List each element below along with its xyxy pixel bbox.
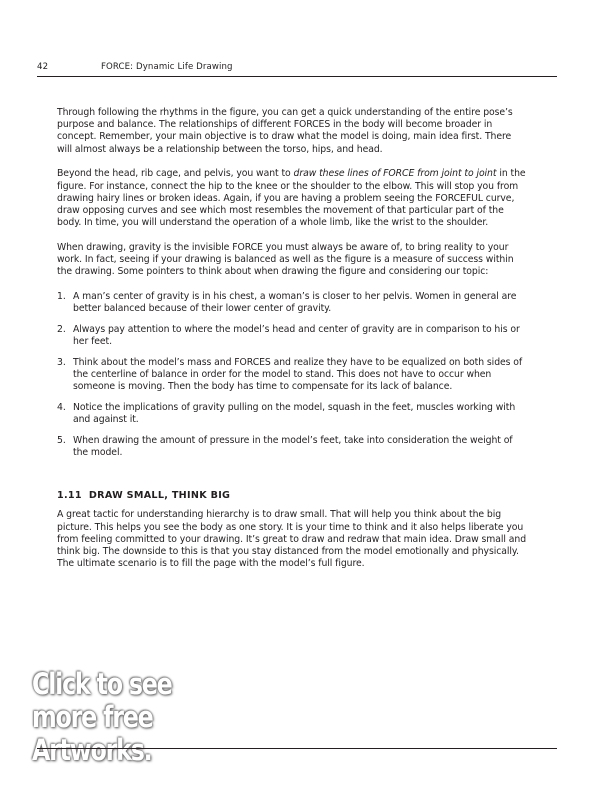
paragraph-joint-to-joint — [57, 168, 527, 229]
list-item-number: 1. — [57, 290, 66, 302]
paragraph-rhythms: Through following the rhythms in the figure, you can get a quick understanding of the entire pose’s purpose and balance. The relationships of different FORCES in the body will become broader in concept. Remember, your main objective is to draw what the model is doing, main idea first. There will almost always be a relationship between the torso, hips, and head. — [57, 107, 513, 155]
list-item-text: Think about the model’s mass and FORCES and realize they have to be equalized on both sides of the centerline of balance in order for the model to stand. This does not have to occur when someone is moving. Then the body has time to compensate for its lack of balance. — [73, 356, 523, 393]
list-item — [57, 435, 527, 459]
section-heading — [57, 490, 527, 502]
section-paragraph: A great tactic for understanding hierarchy is to draw small. That will help you think about the big picture. This helps you see the body as one story. It is your time to think and it also helps liberate you from feeling committed to your drawing. It’s great to draw and redraw that main idea. Draw small and think big. The downside to this is that you stay distanced from the model emotionally and physically. The ultimate scenario is to fill the page with the model’s full figure. — [57, 509, 527, 570]
page-body — [57, 107, 527, 583]
paragraph-joint-to-joint-emphasis: draw these lines of FORCE from joint to joint — [293, 168, 497, 180]
paragraph-gravity: When drawing, gravity is the invisible FORCE you must always be aware of, to bring reality to your work. In fact, seeing if your drawing is balanced as well as the figure is a measure of success within the drawing. Some pointers to think about when drawing the figure and considering our topic: — [57, 241, 514, 278]
list-item-text: When drawing the amount of pressure in the model’s feet, take into consideration the weight of the model. — [73, 434, 513, 458]
list-item — [57, 402, 527, 426]
gravity-pointers-list — [57, 291, 527, 459]
page-header — [37, 56, 557, 76]
more-artworks-link-line2: more free Artworks. — [32, 700, 153, 767]
paragraph-joint-to-joint-start: Beyond the head, rib cage, and pelvis, you want to — [57, 168, 294, 180]
section-number: 1.11 — [57, 490, 82, 502]
more-artworks-link-line1: Click to see — [32, 667, 172, 701]
section-title: DRAW SMALL, THINK BIG — [88, 490, 231, 502]
list-item-text: Always pay attention to where the model’s head and center of gravity are in comparison to his or her feet. — [73, 323, 520, 348]
list-item — [57, 291, 527, 315]
more-artworks-link[interactable] — [32, 668, 270, 767]
header-rule — [37, 76, 557, 77]
list-item-number: 2. — [57, 323, 66, 335]
list-item — [57, 324, 527, 348]
list-item-text: A man’s center of gravity is in his chest, a woman’s is closer to her pelvis. Women in general are better balanced because of their lower center of gravity. — [73, 290, 517, 315]
list-item — [57, 357, 527, 394]
page-number: 42 — [37, 62, 49, 72]
list-item-text: Notice the implications of gravity pulling on the model, squash in the feet, muscles working with and against it. — [73, 401, 516, 426]
list-item-number: 4. — [57, 401, 66, 413]
paragraph-joint-to-joint-end: in the figure. For instance, connect the hip to the knee or the shoulder to the elbow. This will stop you from drawing hairy lines or broken ideas. Again, if you are having a problem seeing the FORCEFUL curve, draw opposing curves and see which most resembles the movement of that particular part of the body. In time, you will understand the operation of a whole limb, like the wrist to the shoulder. — [57, 168, 526, 229]
running-title: FORCE: Dynamic Life Drawing — [101, 62, 233, 72]
footer-rule — [37, 748, 557, 749]
list-item-number: 5. — [57, 434, 66, 446]
list-item-number: 3. — [57, 356, 66, 368]
